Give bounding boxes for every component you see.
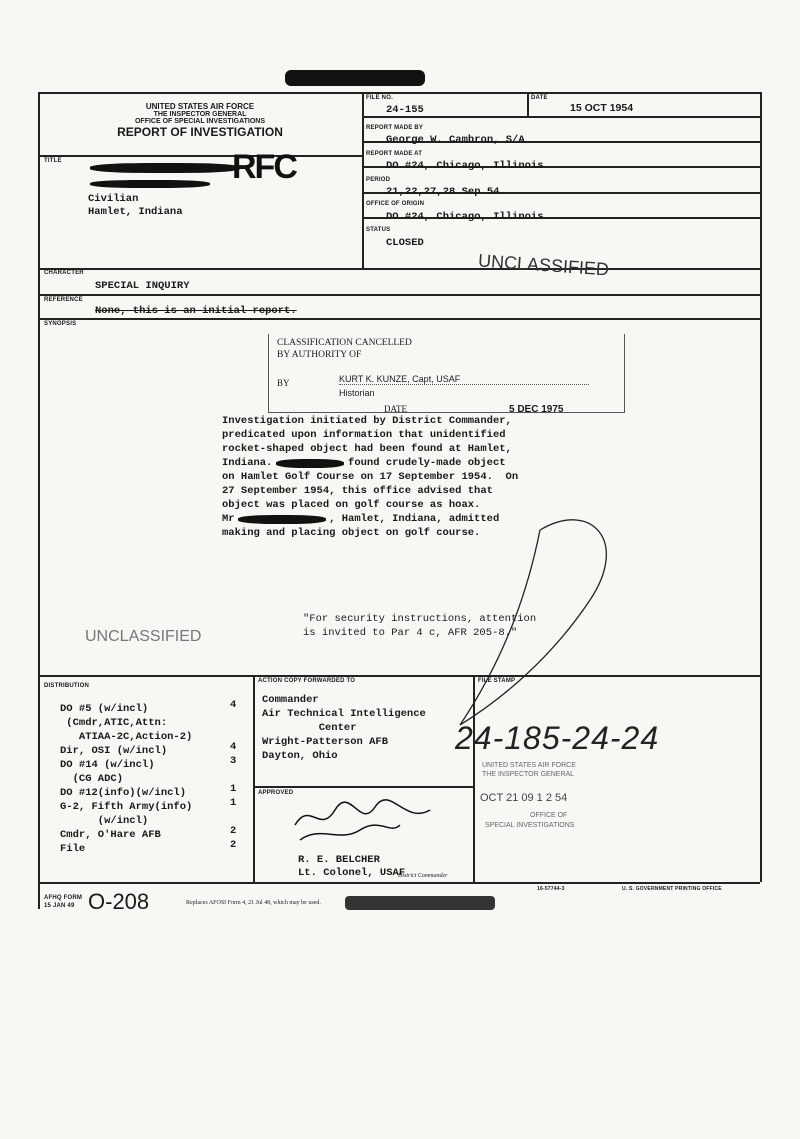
approved-label: APPROVED — [258, 790, 294, 796]
cancel-line-1: CLASSIFICATION CANCELLED — [277, 338, 412, 348]
report-by: George W. Cambron, S/A — [386, 134, 525, 146]
title-line-2: Hamlet, Indiana — [88, 206, 183, 218]
distribution-row — [60, 810, 250, 827]
action-line: Dayton, Ohio — [262, 750, 338, 762]
cancel-date-label: DATE — [384, 404, 407, 414]
distribution-recipient: Dir, OSI (w/incl) — [60, 745, 168, 757]
distribution-row — [60, 838, 250, 855]
status-label: STATUS — [366, 227, 391, 233]
classification-cancelled-stamp — [268, 334, 625, 413]
distribution-copies: 2 — [230, 839, 237, 851]
distribution-row — [60, 824, 250, 841]
synopsis-line: Indiana. found crudely-made object — [222, 457, 506, 469]
origin-label: OFFICE OF ORIGIN — [366, 201, 425, 207]
distribution-copies: 4 — [230, 741, 237, 753]
synopsis-line: object was placed on golf course as hoax. — [222, 499, 481, 511]
redacted-name — [90, 163, 240, 173]
redacted-classification-stamp — [285, 70, 425, 86]
reference-label: REFERENCE — [44, 297, 83, 303]
distribution-copies: 2 — [230, 825, 237, 837]
org-office: OFFICE OF SPECIAL INVESTIGATIONS — [134, 118, 266, 125]
synopsis-line: 27 September 1954, this office advised that — [222, 485, 493, 497]
file-stamp-line: THE INSPECTOR GENERAL — [482, 771, 575, 778]
signer-title: Lt. Colonel, USAF — [298, 867, 406, 879]
distribution-recipient: File — [60, 843, 86, 855]
distribution-row — [60, 768, 250, 785]
distribution-row — [60, 754, 250, 771]
unclassified-stamp: UNCLASSIFIED — [477, 250, 610, 280]
synopsis-line: rocket-shaped object had been found at Hamlet, — [222, 443, 512, 455]
distribution-copies: 4 — [230, 699, 237, 711]
action-line: Center — [262, 722, 357, 734]
signer-role: District Commander — [398, 873, 448, 879]
distribution-recipient: (CG ADC) — [60, 773, 124, 785]
printer: U. S. GOVERNMENT PRINTING OFFICE — [622, 886, 722, 892]
distribution-label: DISTRIBUTION — [44, 683, 90, 689]
distribution-copies: 1 — [230, 797, 237, 809]
form-number: O-208 — [88, 889, 150, 914]
received-date: OCT 21 09 1 2 54 — [480, 792, 568, 804]
synopsis-label: SYNOPSIS — [44, 321, 77, 327]
security-note: is invited to Par 4 c, AFR 205-8." — [303, 627, 518, 639]
title-line-1: Civilian — [88, 193, 139, 205]
synopsis-line: Investigation initiated by District Commander, — [222, 415, 512, 427]
cancel-by: BY — [277, 378, 290, 388]
file-stamp-line: OFFICE OF — [530, 812, 568, 819]
cancel-date: 5 DEC 1975 — [509, 404, 564, 415]
period-label: PERIOD — [366, 177, 391, 183]
distribution-row — [60, 698, 250, 715]
action-label: ACTION COPY FORWARDED TO — [258, 678, 356, 684]
action-line: Commander — [262, 694, 319, 706]
unclassified-stamp-faded: UNCLASSIFIED — [85, 628, 202, 645]
form-date: 15 JAN 49 — [44, 903, 75, 909]
cancel-line-2: BY AUTHORITY OF — [277, 350, 362, 360]
synopsis-line: making and placing object on golf course. — [222, 527, 481, 539]
report-at-label: REPORT MADE AT — [366, 151, 423, 157]
office-of-origin: DO #24, Chicago, Illinois — [386, 211, 544, 223]
file-stamp-line: UNITED STATES AIR FORCE — [482, 762, 576, 769]
distribution-row — [60, 740, 250, 757]
form-title: REPORT OF INVESTIGATION — [117, 125, 283, 139]
synopsis-line: Mr , Hamlet, Indiana, admitted — [222, 513, 500, 525]
action-line: Air Technical Intelligence — [262, 708, 426, 720]
org-name: UNITED STATES AIR FORCE — [145, 102, 255, 111]
character-label: CHARACTER — [44, 270, 84, 276]
print-code: 16-57744-3 — [537, 886, 565, 892]
org-dept: THE INSPECTOR GENERAL — [153, 111, 247, 118]
signature — [290, 795, 450, 845]
redacted-name-2 — [90, 180, 210, 188]
distribution-recipient: (w/incl) — [60, 815, 149, 827]
distribution-list — [60, 698, 250, 855]
file-stamp-label: FILE STAMP — [478, 678, 516, 684]
distribution-recipient: DO #5 (w/incl) — [60, 703, 149, 715]
distribution-copies: 3 — [230, 755, 237, 767]
cancel-name: KURT K. KUNZE, Capt, USAF — [339, 374, 589, 385]
date: 15 OCT 1954 — [570, 102, 634, 114]
distribution-row — [60, 712, 250, 729]
file-no: 24-155 — [386, 104, 424, 116]
handwritten-file-number: 24-185-24-24 — [455, 720, 660, 756]
distribution-recipient: DO #12(info)(w/incl) — [60, 787, 187, 799]
distribution-recipient: (Cmdr,ATIC,Attn: — [60, 717, 168, 729]
redacted-stamp — [345, 896, 495, 910]
distribution-recipient: G-2, Fifth Army(info) — [60, 801, 193, 813]
synopsis-line: on Hamlet Golf Course on 17 September 1954. On — [222, 471, 519, 483]
replaces-note: Replaces AFOSI Form 4, 21 Jul 48, which may be used. — [186, 900, 321, 906]
distribution-row — [60, 726, 250, 743]
signer-name: R. E. BELCHER — [298, 854, 380, 866]
synopsis-line: predicated upon information that unidentified — [222, 429, 506, 441]
distribution-row — [60, 782, 250, 799]
synopsis-text — [222, 414, 518, 540]
status: CLOSED — [386, 237, 424, 249]
file-no-label: FILE NO. — [366, 95, 393, 101]
distribution-recipient: ATIAA-2C,Action-2) — [60, 731, 193, 743]
report-by-label: REPORT MADE BY — [366, 125, 424, 131]
distribution-recipient: Cmdr, O'Hare AFB — [60, 829, 161, 841]
action-line: Wright-Patterson AFB — [262, 736, 389, 748]
file-stamp-line: SPECIAL INVESTIGATIONS — [485, 822, 575, 829]
title-label: TITLE — [44, 158, 62, 164]
distribution-copies: 1 — [230, 783, 237, 795]
date-label: DATE — [531, 95, 548, 101]
character: SPECIAL INQUIRY — [95, 280, 190, 292]
form-label: AFHQ FORM — [44, 895, 83, 901]
reference: None, this is an initial report. — [95, 305, 297, 317]
distribution-recipient: DO #14 (w/incl) — [60, 759, 155, 771]
handwritten-rfc: RFC — [232, 148, 296, 186]
period: 21,22,27,28 Sep 54 — [386, 186, 500, 198]
distribution-row — [60, 796, 250, 813]
security-note: "For security instructions, attention — [303, 613, 537, 625]
report-at: DO #24, Chicago, Illinois — [386, 160, 544, 172]
cancel-role: Historian — [339, 388, 375, 398]
